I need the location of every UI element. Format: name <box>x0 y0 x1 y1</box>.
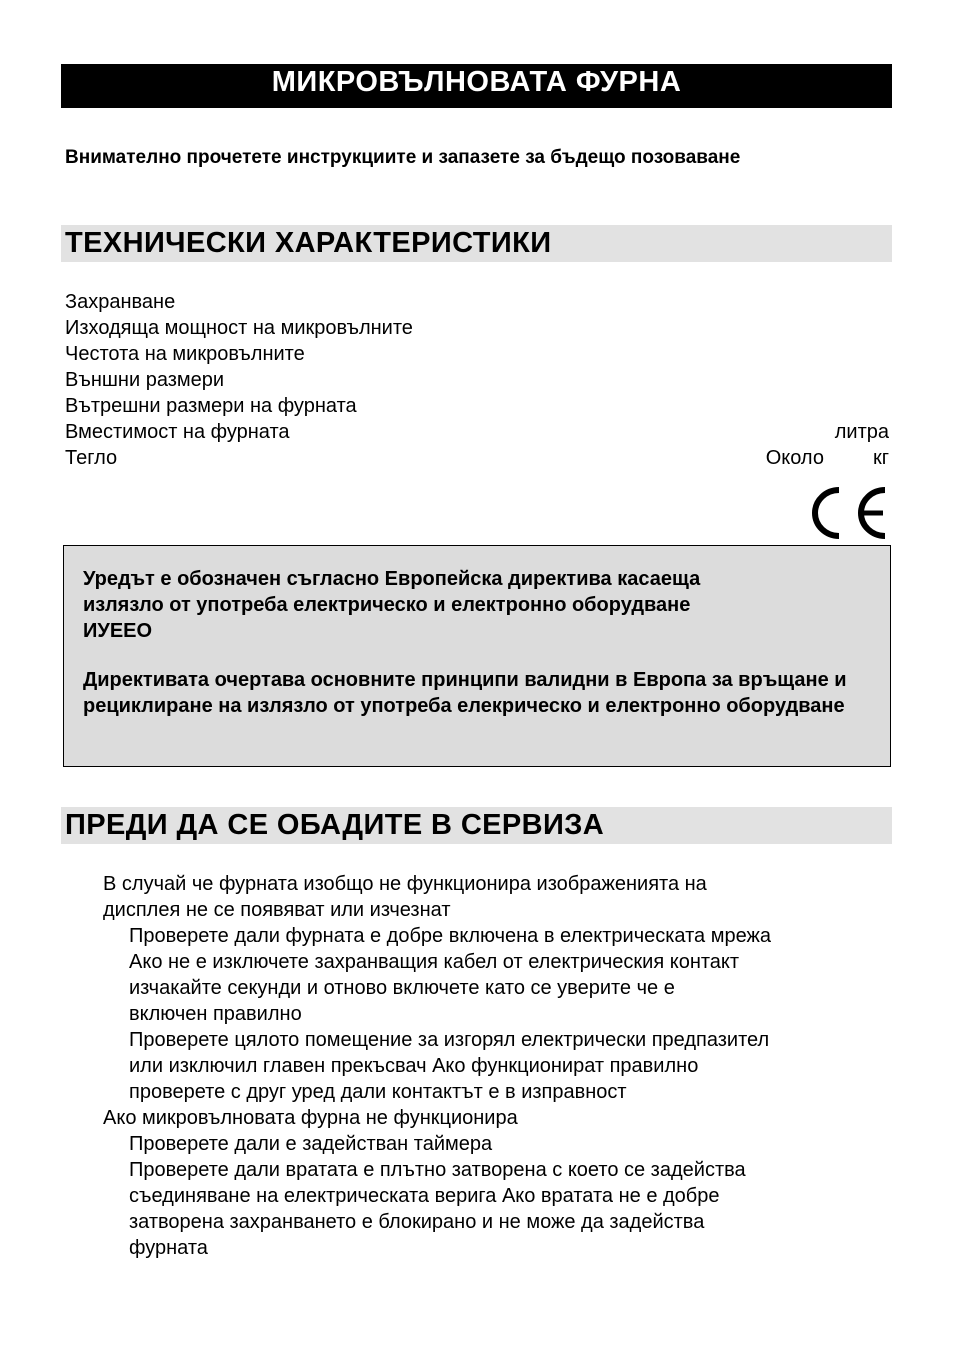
ce-mark-icon <box>803 484 889 542</box>
spec-label: Захранване <box>65 291 176 313</box>
spec-label: Вътрешни размери на фурната <box>65 395 357 417</box>
tech-specs-heading: ТЕХНИЧЕСКИ ХАРАКТЕРИСТИКИ <box>61 225 892 262</box>
troubleshooting-line: Проверете дали вратата е плътно затворена с което се задейства <box>129 1159 746 1181</box>
troubleshooting-line: Проверете дали фурната е добре включена в електрическата мрежа <box>129 925 772 947</box>
troubleshooting-line: съединяване на електрическата верига Ако вратата не е добре <box>129 1185 720 1207</box>
spec-row-inner-dimensions <box>65 393 889 419</box>
troubleshooting-line: затворена захранването е блокирано и не може да задейства <box>129 1211 705 1233</box>
troubleshooting-line: изчакайте секунди и отново включете като се уверите че е <box>129 977 675 999</box>
spec-unit: кг <box>872 447 889 469</box>
spec-label: Външни размери <box>65 369 225 391</box>
spec-row-frequency <box>65 341 889 367</box>
spec-label: Честота на микровълните <box>65 343 305 365</box>
troubleshooting-line: Проверете дали е задействан таймера <box>129 1133 493 1155</box>
spec-row-output-power <box>65 315 889 341</box>
troubleshooting-line: фурната <box>129 1237 208 1259</box>
troubleshooting-line: Проверете цялото помещение за изгорял електрически предпазител <box>129 1029 770 1051</box>
intro-instruction: Внимателно прочетете инструкциите и запазете за бъдещо позоваване <box>65 147 741 168</box>
notice-paragraph: Директивата очертава основните принципи валидни в Европа за връщане и рециклиране на излязло от употреба елекрическо и електронно оборудване <box>83 669 847 717</box>
spec-label: Вместимост на фурната <box>65 421 290 443</box>
spec-unit: литра <box>834 421 889 443</box>
spec-row-capacity <box>65 419 889 445</box>
troubleshooting-line: включен правилно <box>129 1003 302 1025</box>
troubleshooting-line: В случай че фурната изобщо не функционира изображенията на <box>103 873 707 895</box>
notice-paragraph: Уредът е обозначен съгласно Европейска директива касаеща излязло от употреба електрическо и електронно оборудване ИУЕЕО <box>83 568 701 642</box>
spec-row-weight <box>65 445 889 471</box>
troubleshooting-line: Ако не е изключете захранващия кабел от електрическия контакт <box>129 951 740 973</box>
troubleshooting-line: дисплея не се появяват или изчезнат <box>103 899 451 921</box>
troubleshooting-line: или изключил главен прекъсвач Ако функционират правилно <box>129 1055 699 1077</box>
troubleshooting-line: проверете с друг уред дали контактът е в изправност <box>129 1081 627 1103</box>
spec-row-outer-dimensions <box>65 367 889 393</box>
spec-label: Тегло <box>65 447 118 469</box>
spec-label: Изходяща мощност на микровълните <box>65 317 413 339</box>
spec-list <box>65 289 889 471</box>
page-title: МИКРОВЪЛНОВАТА ФУРНА <box>61 64 892 108</box>
troubleshooting-line: Ако микровълновата фурна не функционира <box>103 1107 518 1129</box>
before-service-heading: ПРЕДИ ДА СЕ ОБАДИТЕ В СЕРВИЗА <box>61 807 892 844</box>
spec-value <box>766 445 889 471</box>
spec-value <box>835 419 889 445</box>
spec-row-power <box>65 289 889 315</box>
spec-prefix: Около <box>765 447 824 469</box>
weee-notice-box <box>63 545 891 767</box>
